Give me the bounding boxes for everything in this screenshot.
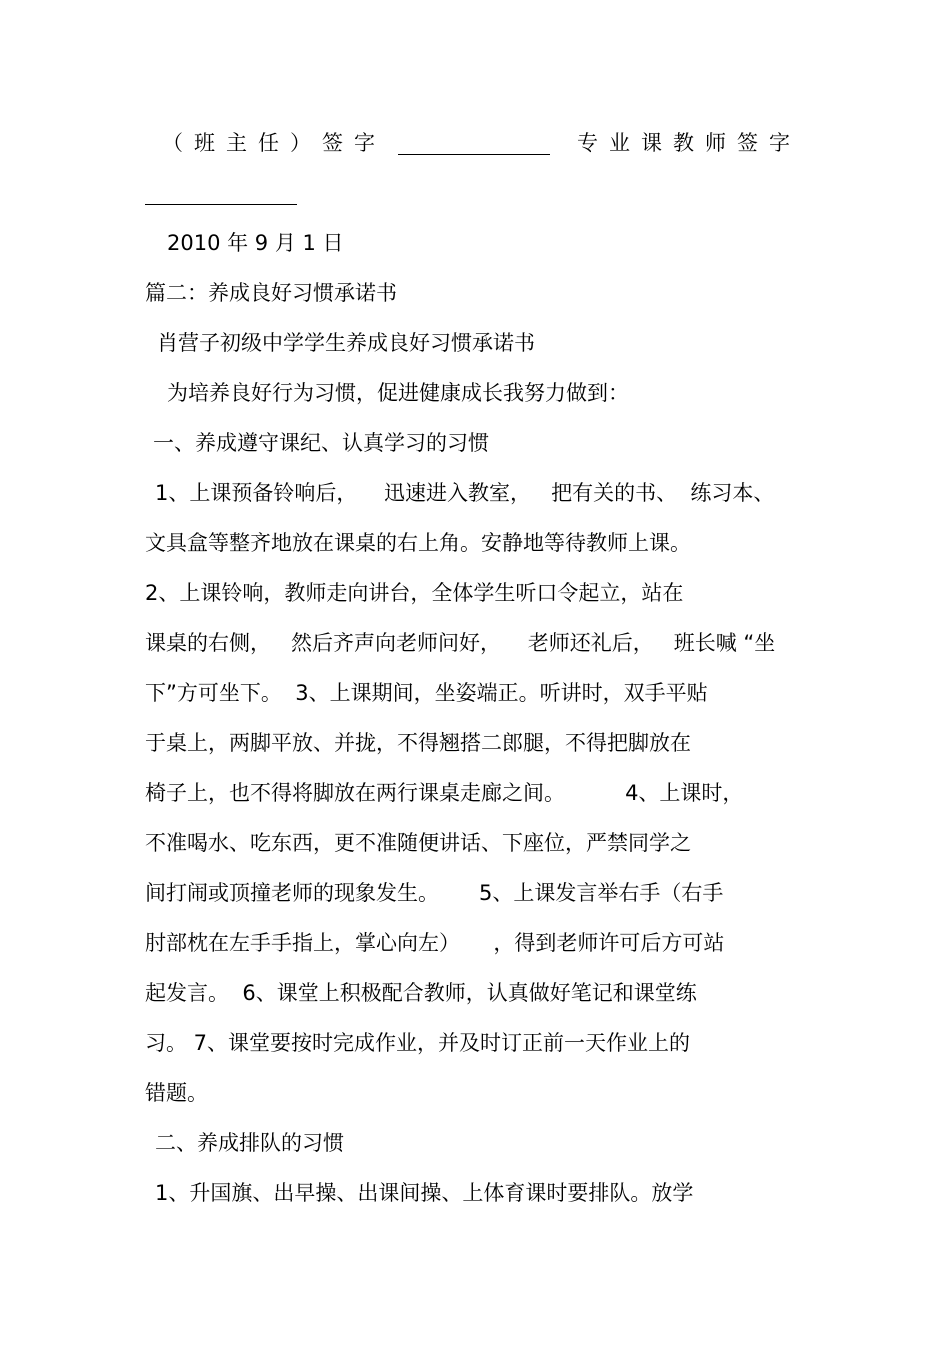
body-line: 课桌的右侧， 然后齐声向老师问好， 老师还礼后， 班长喊 “坐 xyxy=(145,631,776,655)
body-line: 下”方可坐下。 3、上课期间，坐姿端正。听讲时，双手平贴 xyxy=(145,681,708,705)
body-line: 为培养良好行为习惯，促进健康成长我努力做到： xyxy=(167,381,629,405)
signature-label-head-teacher: （班主任）签字 xyxy=(162,131,386,155)
section-title: 篇二：养成良好习惯承诺书 xyxy=(145,281,397,305)
body-line: 1、升国旗、出早操、出课间操、上体育课时要排队。放学 xyxy=(155,1181,694,1205)
document-title: 肖营子初级中学学生养成良好习惯承诺书 xyxy=(157,331,535,355)
body-line: 于桌上，两脚平放、并拢，不得翘搭二郎腿，不得把脚放在 xyxy=(145,731,691,755)
body-line: 间打闹或顶撞老师的现象发生。 5、上课发言举右手（右手 xyxy=(145,881,724,905)
body-line: 文具盒等整齐地放在课桌的右上角。安静地等待教师上课。 xyxy=(145,531,691,555)
body-line: 习。 7、课堂要按时完成作业，并及时订正前一天作业上的 xyxy=(145,1031,691,1055)
heading-line: 一、养成遵守课纪、认真学习的习惯 xyxy=(153,431,489,455)
body-line: 1、上课预备铃响后， 迅速进入教室， 把有关的书、 练习本、 xyxy=(155,481,775,505)
body-line: 肘部枕在左手手指上，掌心向左） ，得到老师许可后方可站 xyxy=(145,931,725,955)
signature-blank-specialty-teacher xyxy=(145,204,297,205)
body-line: 椅子上，也不得将脚放在两行课桌走廊之间。 4、上课时， xyxy=(145,781,744,805)
body-line: 2、上课铃响，教师走向讲台，全体学生听口令起立，站在 xyxy=(145,581,684,605)
body-line: 不准喝水、吃东西，更不准随便讲话、下座位，严禁同学之 xyxy=(145,831,691,855)
signature-label-specialty-teacher: 专业课教师签字 xyxy=(577,131,801,155)
signature-blank-head-teacher xyxy=(398,154,550,155)
date-line: 2010 年 9 月 1 日 xyxy=(167,231,344,255)
body-line: 起发言。 6、课堂上积极配合教师，认真做好笔记和课堂练 xyxy=(145,981,697,1005)
heading-line: 二、养成排队的习惯 xyxy=(155,1131,344,1155)
body-line: 错题。 xyxy=(145,1081,208,1105)
